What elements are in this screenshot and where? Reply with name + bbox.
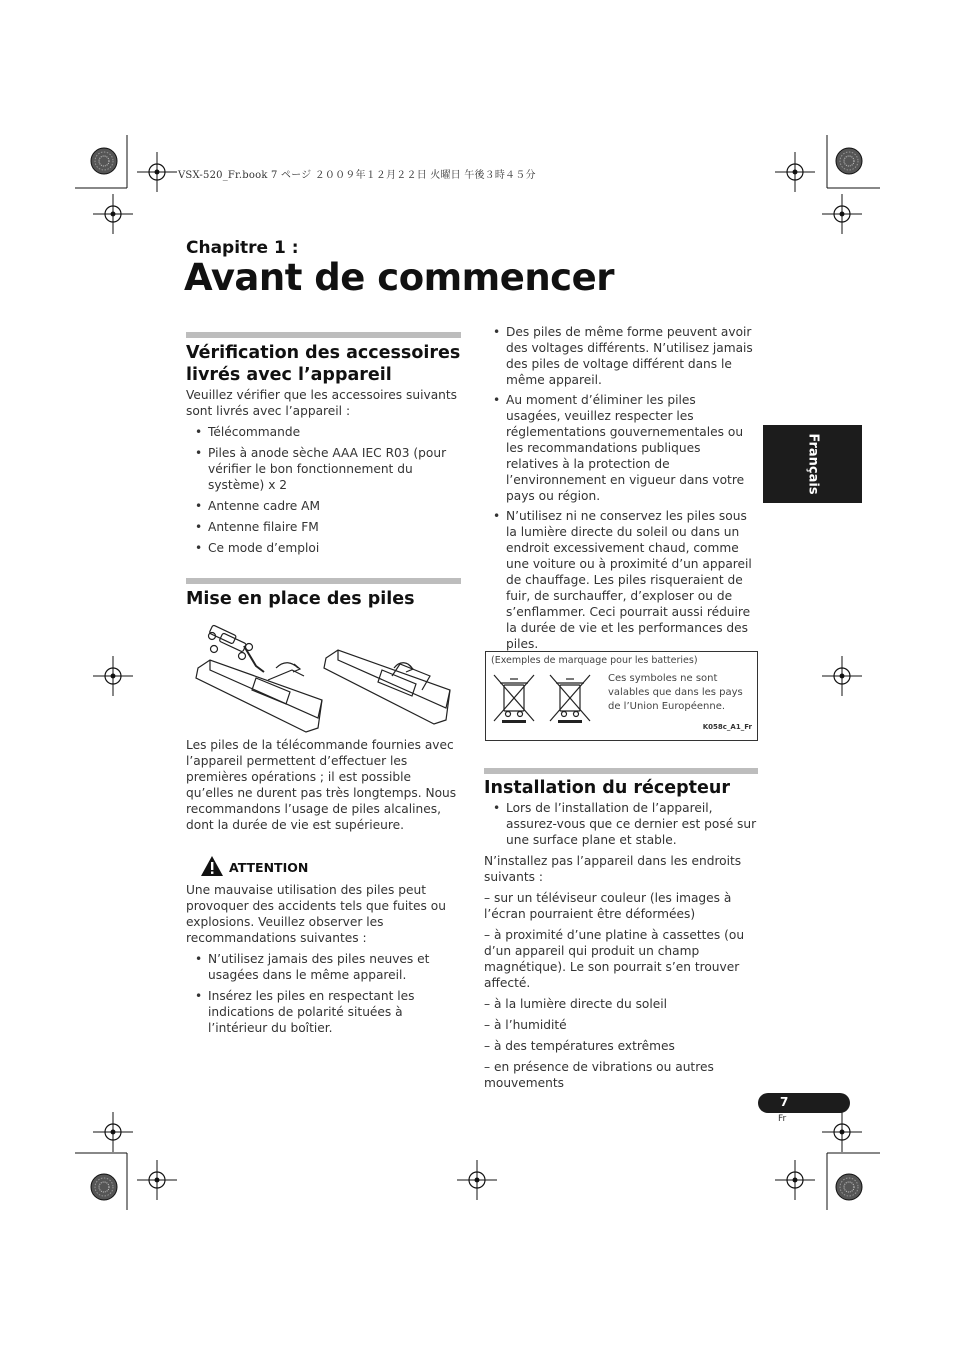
install-paragraph: – sur un téléviseur couleur (les images à l’écran pourraient être déformées) — [484, 891, 732, 921]
install-paragraph: – à des températures extrêmes — [484, 1039, 675, 1053]
crossed-bin-chemical-icon — [546, 673, 594, 725]
list-item: • Lors de l’installation de l’appareil, assurez-vous que ce dernier est posé sur une surface plane et stable. — [484, 800, 760, 848]
list-item: • Piles à anode sèche AAA IEC R03 (pour vérifier le bon fonctionnement du système) x 2 — [186, 445, 461, 493]
install-paragraph: – à la lumière directe du soleil — [484, 997, 668, 1011]
book-header: VSX-520_Fr.book 7 ページ ２００９年１２月２２日 火曜日 午後３時４５分 — [178, 170, 536, 181]
marking-note: Ces symboles ne sont valables que dans les pays de l’Union Européenne. — [608, 673, 743, 712]
list-item: • Télécommande — [186, 424, 461, 440]
page-number: 7 — [780, 1095, 789, 1109]
list-item: • Antenne cadre AM — [186, 498, 461, 514]
battery-insertion-illustration — [194, 620, 456, 735]
install-paragraph: – en présence de vibrations ou autres mouvements — [484, 1060, 714, 1090]
list-item: • Des piles de même forme peuvent avoir des voltages différents. N’utilisez jamais des piles de voltage différent dans le même appareil. — [484, 324, 754, 388]
list-item: • Insérez les piles en respectant les indications de polarité situées à l’intérieur du boîtier. — [186, 988, 461, 1036]
page-lang-code: Fr — [778, 1114, 787, 1124]
chapter-title: Avant de commencer — [184, 256, 614, 299]
section-divider — [186, 578, 461, 584]
list-item: • Ce mode d’emploi — [186, 540, 461, 556]
language-tab-label: Français — [805, 433, 820, 495]
battery-marking-box — [485, 651, 758, 741]
batteries-body: Les piles de la télécommande fournies avec l’appareil permettent d’effectuer les premières opérations ; il est possible qu’elles ne durent pas très longtemps. Nous recommandons l’usage de piles alcalines, dont la durée de vie est supérieure. — [186, 738, 457, 832]
marking-caption: (Exemples de marquage pour les batteries) — [491, 655, 698, 666]
language-tab — [763, 425, 862, 503]
chapter-label: Chapitre 1 : — [186, 238, 299, 258]
install-paragraph: – à proximité d’une platine à cassettes (ou d’un appareil qui produit un champ magnétique). Le son pourrait s’en trouver affecté. — [484, 928, 745, 990]
section-divider — [484, 768, 758, 774]
page-number-badge — [758, 1093, 850, 1113]
section-divider — [186, 332, 461, 338]
install-paragraph: N’installez pas l’appareil dans les endroits suivants : — [484, 854, 742, 884]
attention-label: ATTENTION — [229, 860, 309, 875]
attention-content — [186, 882, 461, 1041]
install-content — [484, 800, 760, 1096]
section-title-batteries: Mise en place des piles — [186, 589, 415, 609]
marking-code: K058c_A1_Fr — [702, 723, 752, 731]
warning-icon — [200, 855, 224, 877]
list-item: • Au moment d’éliminer les piles usagées, veuillez respecter les réglementations gouvernementales ou les recommandations publiques relatives à la protection de l’environnement en vigueur dans votre pays ou région. — [484, 392, 754, 504]
attention-intro: Une mauvaise utilisation des piles peut provoquer des accidents tels que fuites ou explosions. Veuillez observer les recommandations suivantes : — [186, 883, 446, 945]
section-title-install: Installation du récepteur — [484, 778, 730, 798]
battery-warnings-list — [484, 324, 754, 657]
accessories-content — [186, 387, 461, 561]
install-paragraph: – à l’humidité — [484, 1018, 567, 1032]
list-item: • Antenne filaire FM — [186, 519, 461, 535]
section-title-accessories: Vérification des accessoires livrés avec l’appareil — [186, 343, 461, 385]
accessories-intro: Veuillez vérifier que les accessoires suivants sont livrés avec l’appareil : — [186, 388, 458, 418]
list-item: • N’utilisez ni ne conservez les piles sous la lumière directe du soleil ou dans un endroit excessivement chaud, comme une voiture ou à proximité d’un appareil de chauffage. Les piles risqueraient de fuir, de surchauffer, d’exploser ou de s’enflammer. Ceci pourrait aussi réduire la durée de vie et les performances des piles. — [484, 508, 754, 652]
crossed-bin-icon — [490, 673, 538, 725]
list-item: • N’utilisez jamais des piles neuves et usagées dans le même appareil. — [186, 951, 461, 983]
